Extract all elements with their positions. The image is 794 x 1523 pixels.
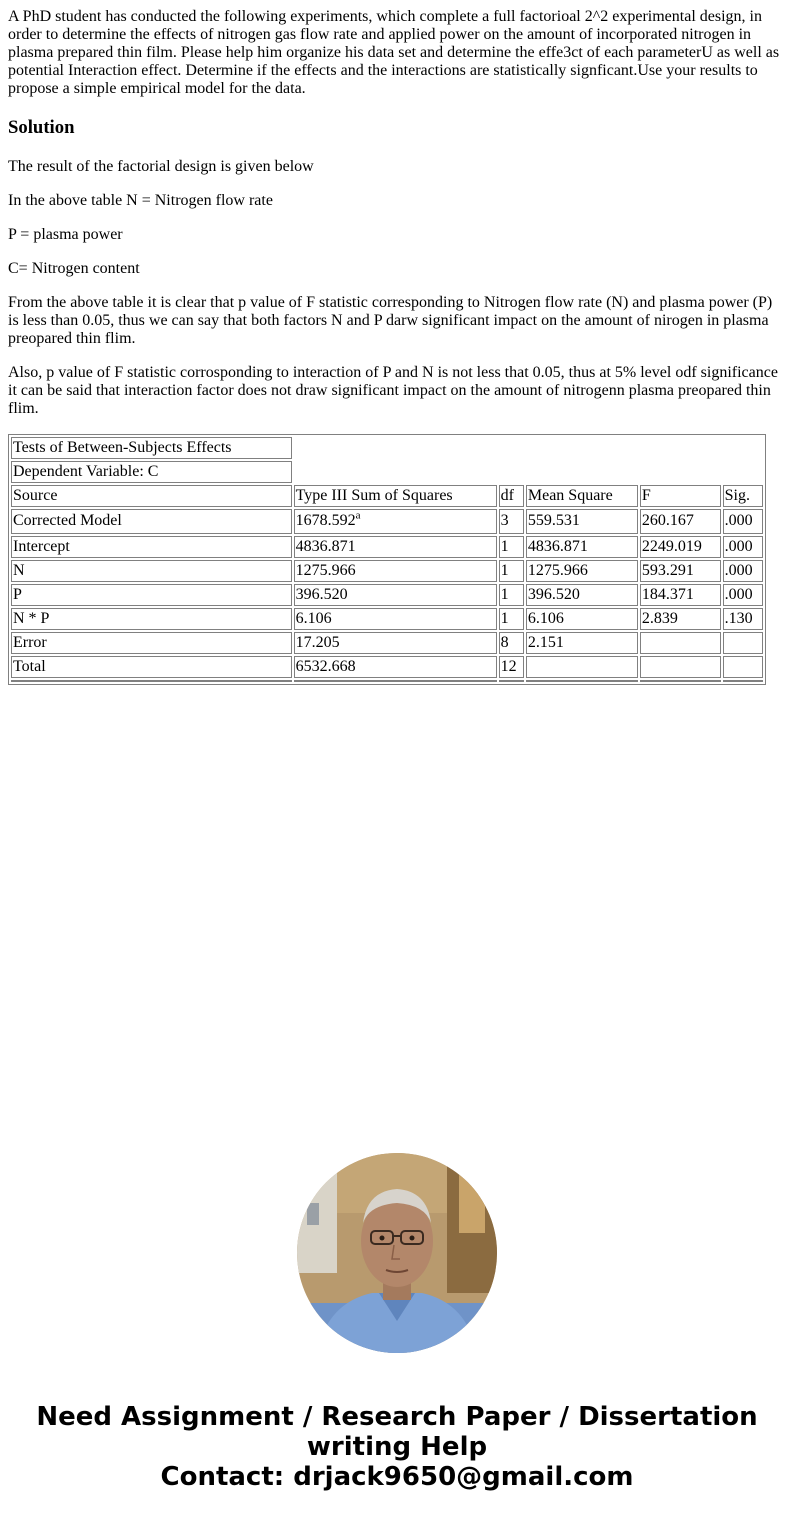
paragraph-intro: The result of the factorial design is given below bbox=[8, 158, 314, 175]
paragraph-interaction: Also, p value of F statistic corrosponding to interaction of P and N is not less that 0.05, thus at 5% level odf significance it can be said that interaction factor does not draw significant impact on the amount of nitrogenn plasma preopared thin flim. bbox=[8, 364, 778, 417]
footer-line-1: Need Assignment / Research Paper / Dissertation bbox=[36, 1402, 758, 1432]
paragraph-p-definition: P = plasma power bbox=[8, 226, 123, 243]
cell-f bbox=[640, 656, 721, 678]
solution-heading: Solution bbox=[8, 117, 75, 138]
cell-sig: .130 bbox=[723, 608, 763, 630]
cell-f: 184.371 bbox=[640, 584, 721, 606]
table-row bbox=[11, 632, 763, 654]
header-sum-of-squares: Type III Sum of Squares bbox=[294, 485, 497, 507]
paragraph-c-definition: C= Nitrogen content bbox=[8, 260, 140, 277]
tutor-avatar bbox=[297, 1153, 497, 1353]
question-text: A PhD student has conducted the following experiments, which complete a full factorioal 2^2 experimental design, in order to determine the effects of nitrogen gas flow rate and applied power on the amount of incorporated nitrogen in plasma prepared thin film. Please help him organize his data set and determine the effe3ct of each parameterU as well as potential Interaction effect. Determine if the effects and the interactions are statistically signficant.Use your results to propose a simple empirical model for the data. bbox=[8, 8, 780, 97]
cell-mean-square: 396.520 bbox=[526, 584, 638, 606]
cell-df: 1 bbox=[499, 560, 524, 582]
table-row bbox=[11, 608, 763, 630]
header-df: df bbox=[499, 485, 524, 507]
table-row bbox=[11, 509, 763, 534]
paragraph-n-definition: In the above table N = Nitrogen flow rate bbox=[8, 192, 273, 209]
footer-advert bbox=[0, 1402, 794, 1492]
cell-mean-square: 4836.871 bbox=[526, 536, 638, 558]
paragraph-main-effects: From the above table it is clear that p value of F statistic corresponding to Nitrogen flow rate (N) and plasma power (P) is less than 0.05, thus we can say that both factors N and P darw significant impact on the amount of nirogen in plasma preopared thin flim. bbox=[8, 294, 773, 347]
anova-table bbox=[8, 434, 766, 685]
cell-f: 260.167 bbox=[640, 509, 721, 534]
article bbox=[8, 8, 786, 685]
cell-df: 1 bbox=[499, 608, 524, 630]
cell-f bbox=[640, 632, 721, 654]
table-row bbox=[11, 536, 763, 558]
footer-line-2: writing Help bbox=[306, 1432, 488, 1462]
cell-sum-of-squares: 6532.668 bbox=[294, 656, 497, 678]
cell-source: N bbox=[11, 560, 292, 582]
table-row bbox=[11, 584, 763, 606]
table-title-row bbox=[11, 437, 763, 459]
cell-df: 12 bbox=[499, 656, 524, 678]
header-mean-square: Mean Square bbox=[526, 485, 638, 507]
table-header-row bbox=[11, 485, 763, 507]
cell-source: Intercept bbox=[11, 536, 292, 558]
cell-df: 3 bbox=[499, 509, 524, 534]
cell-sig bbox=[723, 632, 763, 654]
cell-f: 2.839 bbox=[640, 608, 721, 630]
cell-mean-square: 559.531 bbox=[526, 509, 638, 534]
header-source: Source bbox=[11, 485, 292, 507]
cell-f: 2249.019 bbox=[640, 536, 721, 558]
cell-sum-of-squares: 396.520 bbox=[294, 584, 497, 606]
cell-sum-of-squares: 1275.966 bbox=[294, 560, 497, 582]
cell-source: P bbox=[11, 584, 292, 606]
table-row bbox=[11, 656, 763, 678]
cell-mean-square: 2.151 bbox=[526, 632, 638, 654]
cell-mean-square: 1275.966 bbox=[526, 560, 638, 582]
cell-mean-square: 6.106 bbox=[526, 608, 638, 630]
table-dependent-row bbox=[11, 461, 763, 483]
header-sig: Sig. bbox=[723, 485, 763, 507]
cell-source: Error bbox=[11, 632, 292, 654]
header-f: F bbox=[640, 485, 721, 507]
cell-df: 1 bbox=[499, 536, 524, 558]
cell-source: Corrected Model bbox=[11, 509, 292, 534]
table-title: Tests of Between-Subjects Effects bbox=[11, 437, 292, 459]
table-bottom-row bbox=[11, 680, 763, 682]
cell-sum-of-squares: 17.205 bbox=[294, 632, 497, 654]
cell-source: N * P bbox=[11, 608, 292, 630]
table-dependent-variable: Dependent Variable: C bbox=[11, 461, 292, 483]
tutor-portrait-image bbox=[297, 1153, 497, 1353]
cell-sig: .000 bbox=[723, 536, 763, 558]
cell-df: 1 bbox=[499, 584, 524, 606]
footer-contact: Contact: drjack9650@gmail.com bbox=[160, 1462, 634, 1492]
table-row bbox=[11, 560, 763, 582]
cell-sig: .000 bbox=[723, 584, 763, 606]
cell-f: 593.291 bbox=[640, 560, 721, 582]
footnote-mark: a bbox=[355, 509, 361, 522]
cell-sig bbox=[723, 656, 763, 678]
cell-source: Total bbox=[11, 656, 292, 678]
cell-sig: .000 bbox=[723, 509, 763, 534]
cell-sum-of-squares: 4836.871 bbox=[294, 536, 497, 558]
cell-df: 8 bbox=[499, 632, 524, 654]
cell-mean-square bbox=[526, 656, 638, 678]
cell-sum-of-squares: 1678.592$^a$ bbox=[294, 509, 497, 534]
cell-sig: .000 bbox=[723, 560, 763, 582]
cell-sum-of-squares: 6.106 bbox=[294, 608, 497, 630]
